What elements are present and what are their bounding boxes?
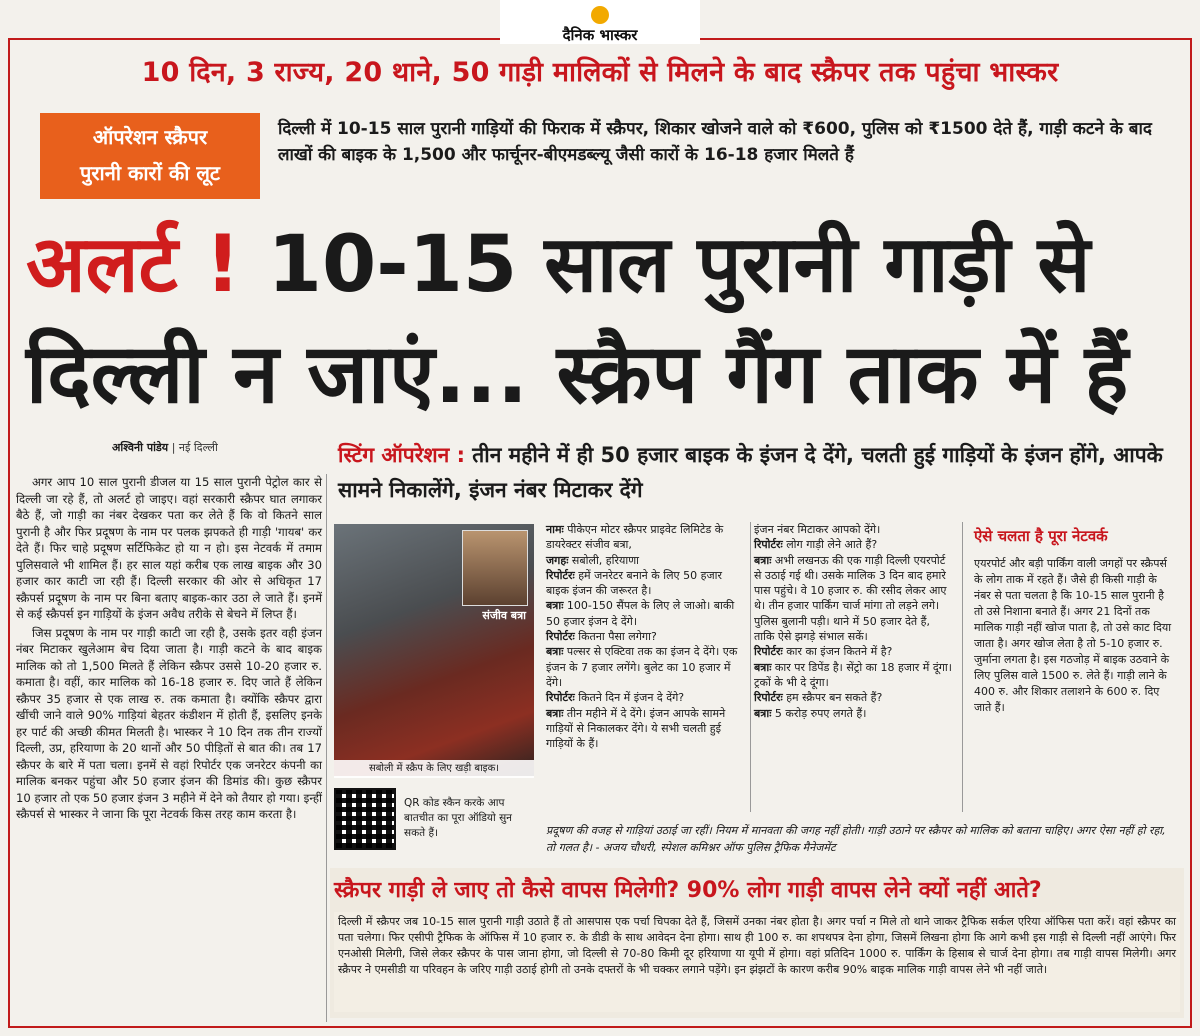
operation-badge-line2: पुरानी कारों की लूट bbox=[80, 161, 220, 185]
speaker-label: रिपोर्टरः bbox=[546, 630, 575, 644]
column-divider bbox=[962, 522, 963, 812]
headline-line1-text: 10-15 साल पुरानी गाड़ी से bbox=[240, 220, 1091, 310]
interview-text: 5 करोड़ रुपए लगते हैं। bbox=[771, 706, 867, 720]
interview-column-2 bbox=[754, 522, 952, 812]
speaker-label: रिपोर्टरः bbox=[754, 691, 783, 705]
interview-text: कितना पैसा लगेगा? bbox=[574, 630, 657, 644]
byline bbox=[112, 440, 332, 460]
column-divider bbox=[326, 474, 327, 1022]
alert-word: अलर्ट ! bbox=[26, 220, 241, 310]
main-story-column bbox=[16, 474, 322, 1022]
speaker-label: रिपोर्टरः bbox=[546, 691, 575, 705]
speaker-label: रिपोर्टरः bbox=[754, 538, 783, 552]
interview-text: 100-150 सैंपल के लिए ले जाओ। बाकी 50 हजार इंजन दे देंगे। bbox=[546, 599, 735, 628]
speaker-label: बत्राः bbox=[754, 553, 772, 567]
interview-line bbox=[546, 522, 746, 553]
network-box-body: एयरपोर्ट और बड़ी पार्किंग वाली जगहों पर स्क्रैपर्स के लोग ताक में रहते हैं। जैसे ही किसी गाड़ी के नंबर से पता चलता है कि 10-15 साल पुरानी है तो उसे निशाना बनाते हैं। अगर 21 दिनों तक मालिक गाड़ी नहीं खोज पाता है, तो उसे काट दिया जाता है। अगर खोज लेता है तो 5-10 हजार रु. जुर्माना लगता है। इस गठजोड़ में बाइक उठवाने के लिए पुलिस वाले 1500 रु. लेते हैं। गाड़ी लाने के 400 रु. और शिकार तलाशने के 600 रु. दिए जाते हैं। bbox=[974, 557, 1172, 714]
author-name: अश्विनी पांडेय bbox=[112, 441, 169, 454]
speaker-label: बत्राः bbox=[546, 706, 564, 720]
logo-text: दैनिक भास्कर bbox=[562, 26, 638, 44]
masthead-logo bbox=[500, 0, 700, 44]
inset-portrait-name: संजीव बत्रा bbox=[482, 609, 526, 622]
interview-line bbox=[754, 690, 952, 705]
main-headline-line2: दिल्ली न जाएं... स्क्रैप गैंग ताक में हैं bbox=[26, 327, 1129, 422]
interview-text: सबोली, हरियाणा bbox=[568, 553, 640, 567]
interview-text: तीन महीने में दे देंगे। इंजन आपके सामने गाड़ियों से निकालकर देंगे। ये सभी चलती हुई गाड़ियों के हैं। bbox=[546, 706, 726, 751]
interview-line bbox=[546, 706, 746, 752]
network-box-title: ऐसे चलता है पूरा नेटवर्क bbox=[974, 527, 1108, 545]
photo-caption: सबोली में स्क्रैप के लिए खड़ी बाइक। bbox=[334, 760, 534, 778]
inset-portrait bbox=[462, 530, 528, 606]
story-paragraph: जिस प्रदूषण के नाम पर गाड़ी काटी जा रही है, उसके इतर वही इंजन नंबर मिटाकर खुलेआम बेच दिया जाता है। गाड़ी कटने के बाद बाइक मालिक को तो 1,500 मिलते हैं लेकिन स्क्रैपर उससे 10-20 हजार रु. कमाता है। वहीं, कार मालिक को 16-18 हजार रु. दिए जाते हैं लेकिन स्क्रैपर 35 हजार से एक लाख रु. तक कमाता है। क्योंकि स्क्रैपर द्वारा खींची जाने वाले 90% गाड़ियां बेहतर कंडीशन में होती हैं, इसलिए इनके हर पार्ट की अच्छी कीमत मिलती है। भास्कर ने 10 दिन तक तीन राज्यों दिल्ली, उप्र, हरियाणा के 20 थानों और 50 पीड़ितों से बात की। तब 17 स्क्रैपर के बारे में पता चला। इनमें से वहां रिपोर्टर एक जनरेटर कंपनी का मालिक बनकर पहुंचा और 50 हजार इंजन की डिमांड की। कुछ स्क्रैपर 10 हजार तो एक 50 हजार इंजन 3 महीने में देने को तैयार हो गया। इन्हीं स्क्रैपर्स से भास्कर ने जाना कि पूरा नेटवर्क किस तरह काम करता है। bbox=[16, 625, 322, 821]
sting-label: स्टिंग ऑपरेशन : bbox=[338, 443, 473, 467]
speaker-label: रिपोर्टरः bbox=[754, 645, 783, 659]
interview-line bbox=[754, 537, 952, 552]
speaker-label: बत्राः bbox=[546, 599, 564, 613]
interview-line bbox=[546, 598, 746, 629]
speaker-label: जगहः bbox=[546, 553, 569, 567]
interview-text: हम स्क्रैपर बन सकते हैं? bbox=[782, 691, 883, 705]
interview-text: अभी लखनऊ की एक गाड़ी दिल्ली एयरपोर्ट से उठाई गई थी। उसके मालिक 3 दिन बाद हमारे पास पहुंचे। वे 10 हजार रु. की रसीद लेकर आए थे। तीन हजार पार्किंग चार्ज मांगा तो लड़ने लगे। पुलिस बुलानी पड़ी। थाने में 50 हजार देते हैं, ताकि ऐसे झगड़े संभाल सकें। bbox=[754, 553, 947, 644]
info-box-title: स्क्रैपर गाड़ी ले जाए तो कैसे वापस मिलेगी? 90% लोग गाड़ी वापस लेने क्यों नहीं आते? bbox=[334, 878, 1042, 903]
interview-text: हमें जनरेटर बनाने के लिए 50 हजार बाइक इंजन की जरूरत है। bbox=[546, 568, 722, 598]
operation-description: दिल्ली में 10-15 साल पुरानी गाड़ियों की फिराक में स्क्रैपर, शिकार खोजने वाले को ₹600, पुलिस को ₹1500 देते हैं, गाड़ी कटने के बाद लाखों की बाइक के 1,500 और फार्चूनर-बीएमडब्ल्यू जैसी कारों के 16-18 हजार मिलते हैं bbox=[278, 119, 1152, 165]
sun-icon bbox=[591, 6, 609, 24]
main-headline-line1 bbox=[26, 213, 1176, 317]
interview-line bbox=[546, 568, 746, 599]
info-box-body: दिल्ली में स्क्रैपर जब 10-15 साल पुरानी गाड़ी उठाते हैं तो आसपास एक पर्चा चिपका देते हैं, जिसमें उनका नंबर होता है। अगर पर्चा न मिले तो थाने जाकर ट्रैफिक सर्कल एरिया ऑफिस पता करें। वहां स्क्रैपर का पता चलेगा। फिर एसीपी ट्रैफिक के ऑफिस में 10 हजार रु. के डीडी के साथ आवेदन देना होगा। साथ ही 100 रु. का शपथपत्र देना होगा, जिसमें लिखना होगा कि आगे कभी इस गाड़ी से दिल्ली नहीं आएंगे। फिर एनओसी मिलेगी, जिसे लेकर स्क्रैपर के पास जाना होगा, जो दिल्ली से 70-80 किमी दूर हरियाणा या यूपी में होगा। वहां प्रतिदिन 1000 रु. पार्किंग के हिसाब से चार्ज देना होगा। तब गाड़ी वापस मिलेगी। अगर स्क्रैपर ने एमसीडी या परिवहन के जरिए गाड़ी उठाई होगी तो उनके दफ्तरों के भी चक्कर लगाने पड़ेंगे। इन झंझटों के कारण करीब 90% बाइक मालिक गाड़ी वापस लेने भी नहीं जाते। bbox=[334, 912, 1180, 1012]
sting-text: तीन महीने में ही 50 हजार बाइक के इंजन दे देंगे, चलती हुई गाड़ियों के इंजन होंगे, आपके सामने निकालेंगे, इंजन नंबर मिटाकर देंगे bbox=[338, 443, 1163, 502]
interview-text: इंजन नंबर मिटाकर आपको देंगे। bbox=[754, 523, 881, 536]
sting-operation-heading bbox=[338, 438, 1184, 522]
story-paragraph: अगर आप 10 साल पुरानी डीजल या 15 साल पुरानी पेट्रोल कार से दिल्ली जा रहे हैं, तो अलर्ट हो जाइए। वहां सरकारी स्क्रैपर घात लगाकर बैठे हैं, जो गाड़ी का नंबर देखकर पता कर लेते हैं कि वो कितने साल पुरानी है और फिर प्रदूषण के नाम पर पलक झपकते ही गाड़ी 'गायब' कर देते हैं। फिर चाहे प्रदूषण सर्टिफिकेट हो या न हो। इस नेटवर्क में तमाम पुलिसवाले भी शामिल हैं। हर साल यहां करीब एक लाख बाइक और 30 हजार कार काटी जा रही हैं। दिल्ली सरकार की ओर से अधिकृत 17 स्क्रैपर्स प्रदूषण के नाम पर बिना बताए बाइक-कार उठा ले जाते हैं। इनमें से कई स्क्रैपर्स इन गाड़ियों के इंजन अवैध तरीके से बेचने में लिप्त हैं। bbox=[16, 475, 322, 621]
dateline-city: | नई दिल्ली bbox=[168, 441, 218, 454]
speaker-label: रिपोर्टरः bbox=[546, 568, 575, 582]
interview-line bbox=[754, 660, 952, 691]
interview-text: कितने दिन में इंजन दे देंगे? bbox=[574, 691, 685, 705]
interview-line bbox=[546, 690, 746, 705]
interview-line bbox=[754, 553, 952, 645]
speaker-label: बत्राः bbox=[546, 645, 564, 659]
interview-column-1 bbox=[546, 522, 746, 812]
interview-line bbox=[754, 644, 952, 659]
interview-line bbox=[754, 706, 952, 721]
column-divider bbox=[750, 522, 751, 812]
qr-code[interactable] bbox=[334, 788, 396, 850]
interview-line bbox=[754, 522, 952, 537]
interview-line bbox=[546, 644, 746, 690]
interview-line bbox=[546, 629, 746, 644]
kicker-headline: 10 दिन, 3 राज्य, 20 थाने, 50 गाड़ी मालिकों से मिलने के बाद स्क्रैपर तक पहुंचा भास्कर bbox=[141, 57, 1059, 88]
interview-text: लोग गाड़ी लेने आते हैं? bbox=[782, 538, 878, 552]
scrap-bikes-photo bbox=[334, 524, 534, 776]
interview-line bbox=[546, 553, 746, 568]
operation-badge bbox=[40, 113, 260, 199]
speaker-label: बत्राः bbox=[754, 660, 772, 674]
speaker-label: बत्राः bbox=[754, 706, 772, 720]
interview-text: पीकेएन मोटर स्क्रैपर प्राइवेट लिमिटेड के डायरेक्टर संजीव बत्रा, bbox=[546, 523, 724, 552]
speaker-label: नामः bbox=[546, 523, 564, 536]
interview-text: पल्सर से एक्टिवा तक का इंजन दे देंगे। एक इंजन के 7 हजार लगेंगे। बुलेट का 10 हजार में देंगे। bbox=[546, 645, 738, 689]
official-quote: प्रदूषण की वजह से गाड़ियां उठाई जा रहीं। नियम में मानवता की जगह नहीं होती। गाड़ी उठाने पर स्क्रैपर को मालिक को बताना चाहिए। अगर ऐसा नहीं हो रहा, तो गलत है। - अजय चौधरी, स्पेशल कमिश्नर ऑफ पुलिस ट्रैफिक मैनेजमेंट bbox=[546, 824, 1166, 854]
interview-text: कार पर डिपेंड है। सेंट्रो का 18 हजार में दूंगा। ट्रकों के भी दे दूंगा। bbox=[754, 660, 952, 689]
operation-badge-line1: ऑपरेशन स्क्रैपर bbox=[92, 125, 208, 149]
qr-caption: QR कोड स्कैन करके आप बातचीत का पूरा ऑडियो सुन सकते हैं। bbox=[404, 797, 512, 839]
interview-text: कार का इंजन कितने में है? bbox=[782, 645, 893, 659]
